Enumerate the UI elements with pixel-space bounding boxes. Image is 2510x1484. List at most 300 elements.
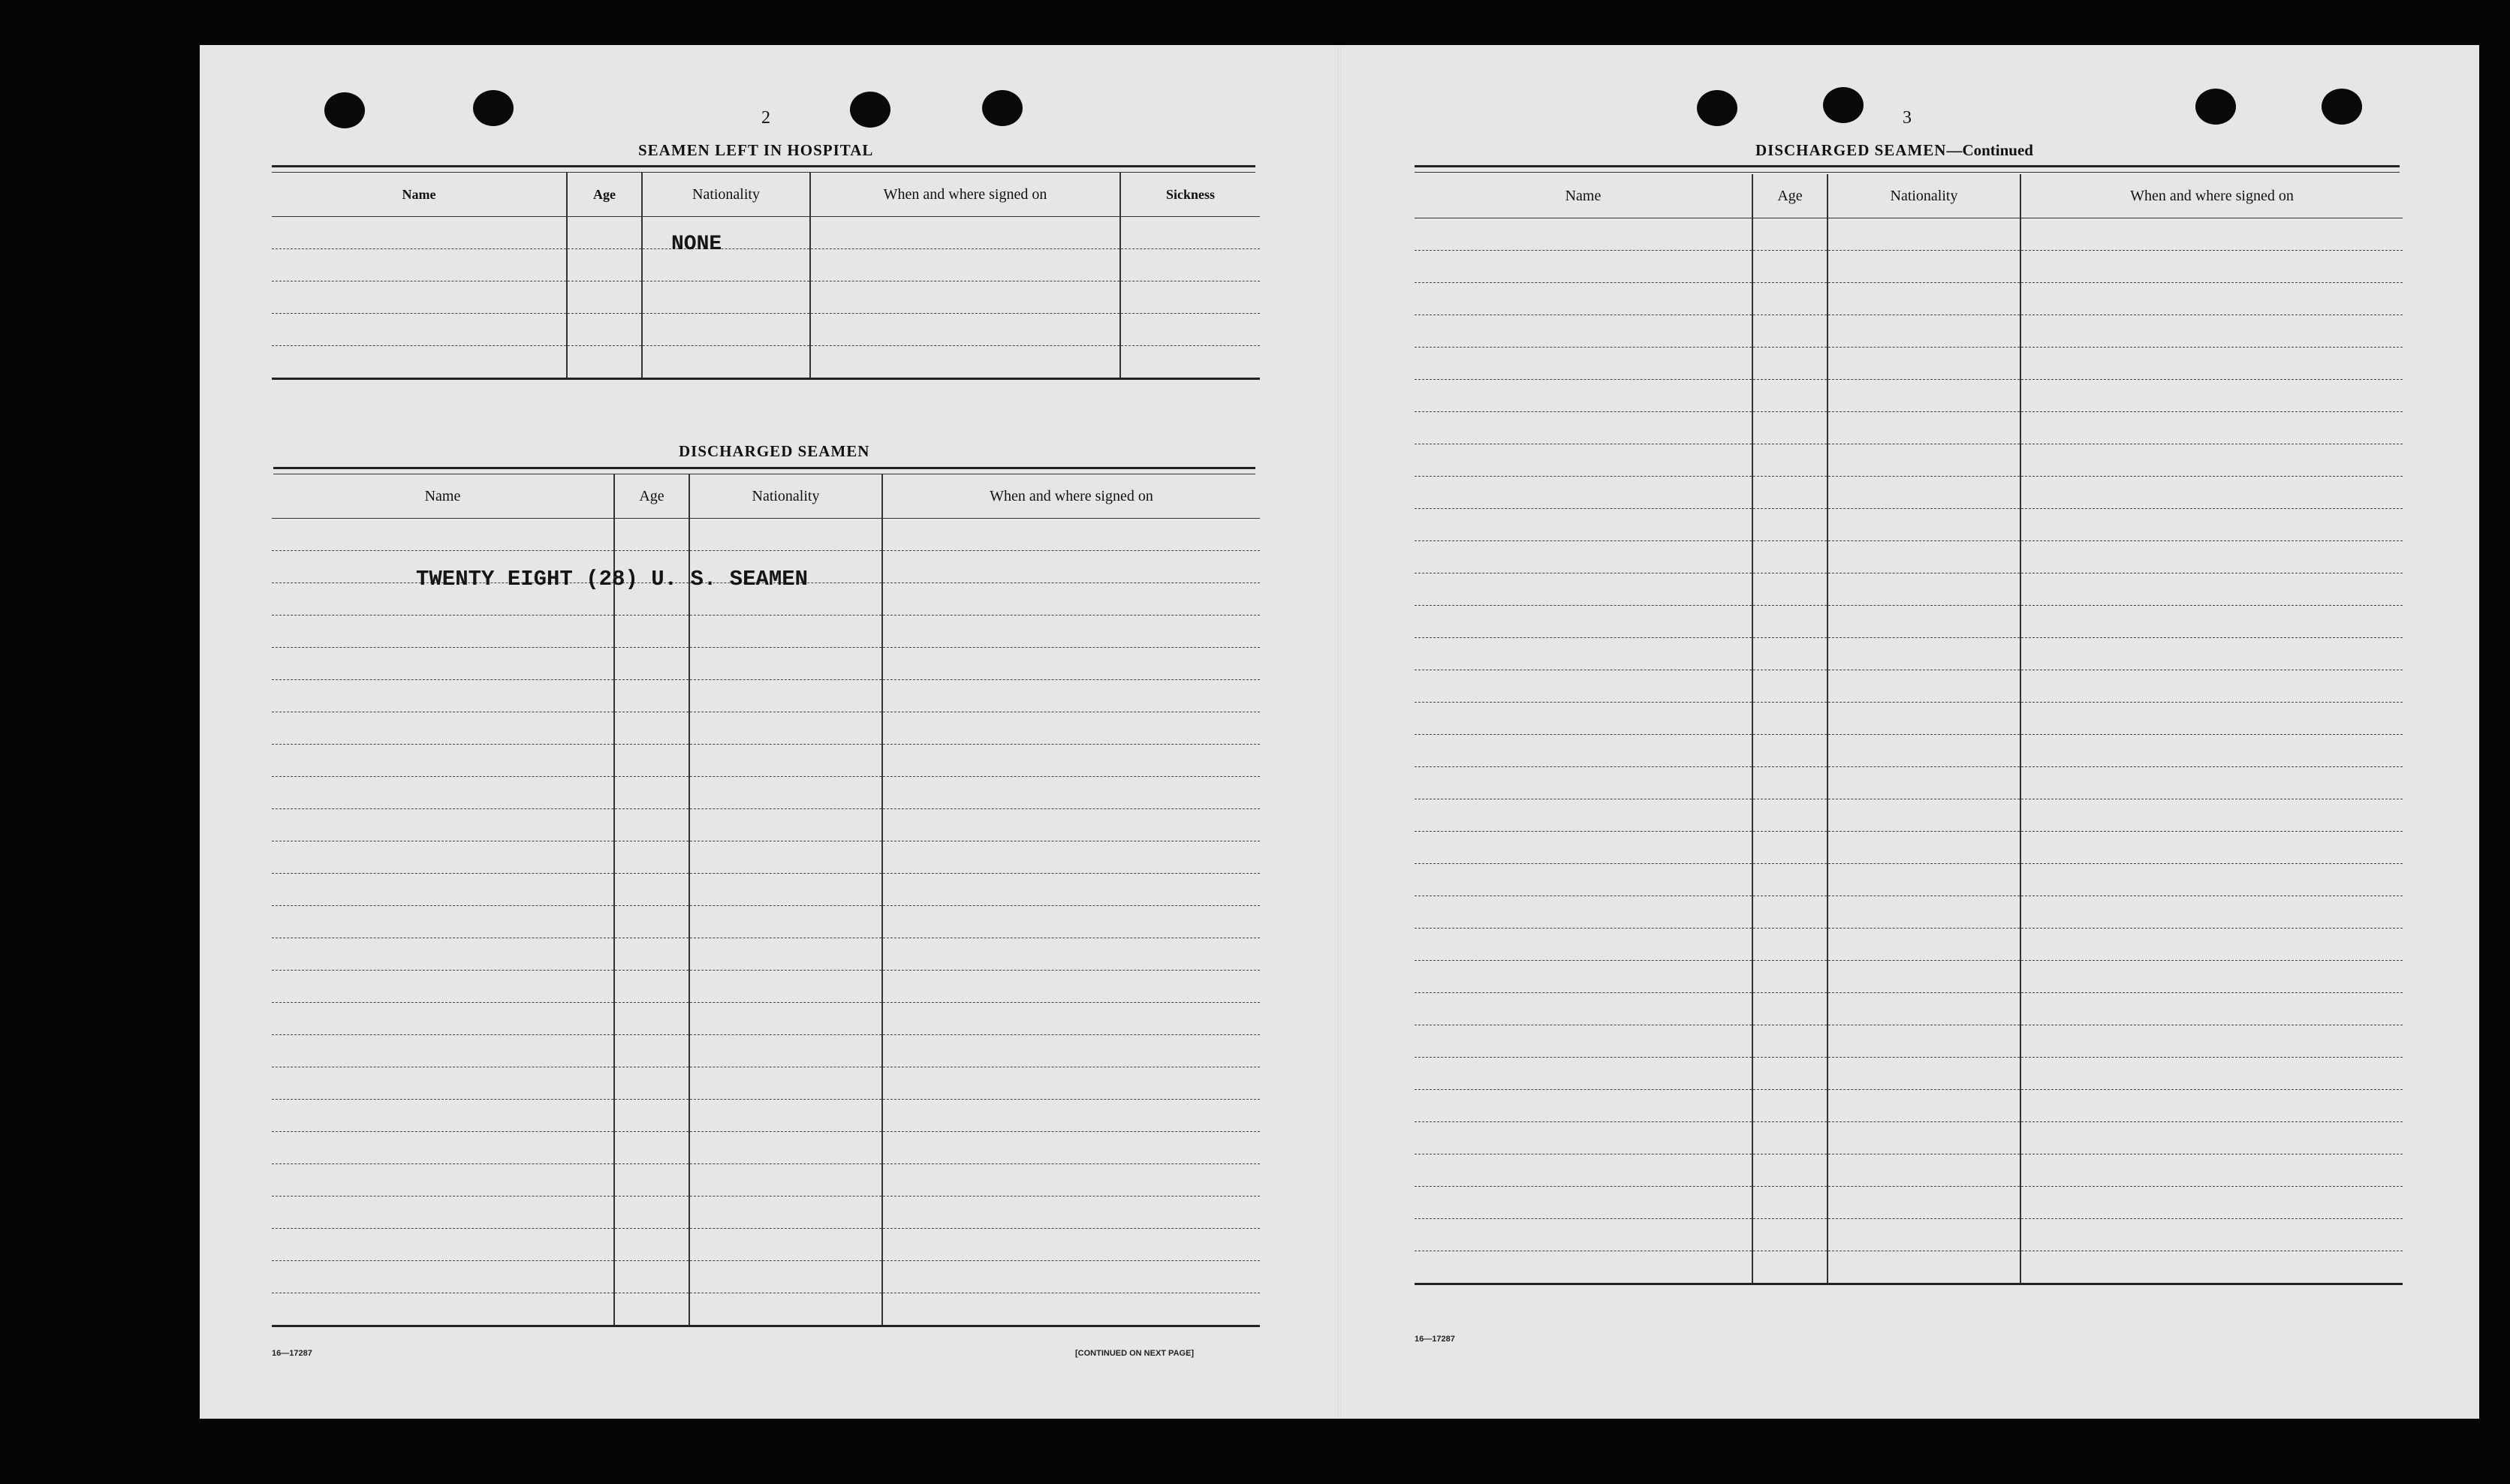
table-cell [1120, 346, 1260, 379]
table-cell [272, 938, 614, 971]
table-cell [1415, 283, 1752, 315]
table-cell [1415, 929, 1752, 961]
title-text: DISCHARGED SEAMEN [1755, 141, 1947, 159]
table-cell [272, 680, 614, 712]
table-row [1415, 961, 2403, 993]
table-cell [1415, 412, 1752, 444]
table-cell [882, 841, 1260, 874]
table-cell [882, 971, 1260, 1003]
table-row [1415, 1219, 2403, 1251]
table-cell [2020, 606, 2403, 638]
table-cell [614, 809, 689, 841]
table-cell [1415, 767, 1752, 799]
table-cell [1828, 1251, 2020, 1284]
table-row [272, 712, 1260, 745]
hospital-table [272, 173, 1260, 380]
section-rule [1415, 165, 2400, 173]
table-row [1415, 1187, 2403, 1219]
table-cell [272, 874, 614, 906]
table-cell [272, 1035, 614, 1067]
table-cell [882, 1261, 1260, 1293]
table-cell [272, 519, 614, 551]
table-cell [2020, 1058, 2403, 1090]
table-cell [2020, 993, 2403, 1025]
table-cell [1752, 1219, 1828, 1251]
table-cell [689, 745, 882, 777]
table-cell [272, 971, 614, 1003]
table-cell [614, 745, 689, 777]
discharged-continued-table [1415, 174, 2403, 1285]
table-row [272, 841, 1260, 874]
table-cell [1752, 832, 1828, 864]
table-cell [689, 1067, 882, 1100]
table-cell [1828, 315, 2020, 348]
table-cell [1752, 1187, 1828, 1219]
table-row [1415, 251, 2403, 283]
table-cell [1828, 638, 2020, 670]
table-cell [1415, 638, 1752, 670]
table-row [1415, 1058, 2403, 1090]
table-cell [1752, 993, 1828, 1025]
table-cell [272, 1293, 614, 1326]
table-cell [882, 616, 1260, 648]
table-cell [882, 1197, 1260, 1229]
table-cell [1752, 929, 1828, 961]
table-cell [2020, 412, 2403, 444]
table-cell [810, 249, 1120, 281]
table-cell [689, 1261, 882, 1293]
table-row [272, 938, 1260, 971]
table-cell [810, 217, 1120, 249]
table-cell [1828, 993, 2020, 1025]
table-cell [882, 1132, 1260, 1164]
table-row [1415, 573, 2403, 606]
table-cell [882, 519, 1260, 551]
table-cell [2020, 929, 2403, 961]
page-number: 2 [761, 108, 770, 128]
table-cell [810, 281, 1120, 314]
table-cell [1752, 315, 1828, 348]
table-cell [1415, 1122, 1752, 1154]
table-cell [882, 1067, 1260, 1100]
column-header-signed-on: When and where signed on [882, 474, 1260, 519]
table-cell [272, 1261, 614, 1293]
column-header-name: Name [1415, 174, 1752, 218]
hospital-section-title: SEAMEN LEFT IN HOSPITAL [638, 141, 874, 159]
hospital-entry-text: NONE [671, 233, 722, 256]
table-cell [2020, 1122, 2403, 1154]
table-cell [1752, 218, 1828, 251]
table-row [1415, 638, 2403, 670]
table-cell [689, 777, 882, 809]
table-cell [1752, 541, 1828, 573]
table-cell [614, 1100, 689, 1132]
table-cell [1752, 735, 1828, 767]
table-row [1415, 283, 2403, 315]
table-cell [1752, 444, 1828, 477]
table-cell [614, 1132, 689, 1164]
table-cell [642, 281, 810, 314]
table-row [272, 519, 1260, 551]
table-row [1415, 864, 2403, 896]
table-cell [1828, 1090, 2020, 1122]
table-cell [1828, 832, 2020, 864]
section-rule [272, 165, 1255, 173]
table-cell [882, 938, 1260, 971]
table-row [1415, 315, 2403, 348]
table-cell [1828, 541, 2020, 573]
table-cell [1752, 251, 1828, 283]
table-cell [689, 938, 882, 971]
table-cell [1828, 380, 2020, 412]
table-row [272, 1197, 1260, 1229]
table-cell [614, 1035, 689, 1067]
table-row [1415, 541, 2403, 573]
document-sheet [200, 45, 2479, 1419]
table-cell [882, 1293, 1260, 1326]
table-cell [1828, 218, 2020, 251]
table-cell [882, 648, 1260, 680]
right-page [1341, 45, 2479, 1419]
table-row [272, 1035, 1260, 1067]
table-cell [2020, 799, 2403, 832]
table-row [1415, 218, 2403, 251]
table-cell [272, 1067, 614, 1100]
table-cell [567, 314, 642, 346]
table-cell [1415, 509, 1752, 541]
table-cell [1828, 670, 2020, 703]
table-cell [1828, 1025, 2020, 1058]
table-cell [1752, 348, 1828, 380]
table-cell [882, 1229, 1260, 1261]
table-cell [2020, 767, 2403, 799]
table-cell [689, 712, 882, 745]
table-cell [2020, 1090, 2403, 1122]
table-row [1415, 799, 2403, 832]
column-header-nationality: Nationality [1828, 174, 2020, 218]
discharged-continued-title [1755, 141, 2033, 160]
table-cell [1415, 606, 1752, 638]
table-cell [1828, 864, 2020, 896]
table-cell [614, 1197, 689, 1229]
table-row [1415, 348, 2403, 380]
table-cell [1828, 703, 2020, 735]
table-cell [614, 777, 689, 809]
table-cell [272, 809, 614, 841]
table-cell [272, 346, 567, 379]
table-cell [1828, 412, 2020, 444]
table-cell [1120, 314, 1260, 346]
table-cell [1415, 670, 1752, 703]
table-cell [689, 1197, 882, 1229]
table-cell [1752, 638, 1828, 670]
table-cell [1828, 896, 2020, 929]
table-cell [614, 841, 689, 874]
table-cell [689, 874, 882, 906]
table-cell [614, 1229, 689, 1261]
table-cell [1752, 412, 1828, 444]
table-cell [1415, 1187, 1752, 1219]
table-row [272, 1003, 1260, 1035]
table-cell [1752, 767, 1828, 799]
table-cell [272, 1164, 614, 1197]
table-cell [614, 519, 689, 551]
table-cell [2020, 670, 2403, 703]
table-row [1415, 767, 2403, 799]
page-number: 3 [1903, 108, 1912, 128]
column-header-age: Age [614, 474, 689, 519]
table-row [1415, 896, 2403, 929]
table-cell [1415, 541, 1752, 573]
table-cell [614, 616, 689, 648]
table-row [1415, 832, 2403, 864]
table-cell [882, 1003, 1260, 1035]
table-row [272, 616, 1260, 648]
column-header-nationality: Nationality [642, 173, 810, 217]
column-header-nationality: Nationality [689, 474, 882, 519]
table-cell [1752, 1251, 1828, 1284]
table-cell [2020, 218, 2403, 251]
table-cell [2020, 638, 2403, 670]
table-cell [1752, 896, 1828, 929]
table-cell [882, 1035, 1260, 1067]
table-row [1415, 1025, 2403, 1058]
table-cell [272, 616, 614, 648]
table-cell [2020, 735, 2403, 767]
table-cell [1828, 1187, 2020, 1219]
discharged-entry-text: TWENTY EIGHT (28) U. S. SEAMEN [416, 567, 809, 591]
table-cell [614, 680, 689, 712]
table-row [1415, 993, 2403, 1025]
table-cell [1415, 1251, 1752, 1284]
table-cell [689, 1132, 882, 1164]
table-cell [272, 745, 614, 777]
table-cell [1415, 832, 1752, 864]
table-cell [689, 841, 882, 874]
table-cell [642, 314, 810, 346]
table-cell [2020, 1251, 2403, 1284]
column-header-sickness: Sickness [1120, 173, 1260, 217]
table-cell [2020, 961, 2403, 993]
table-cell [1828, 477, 2020, 509]
discharged-table [272, 474, 1260, 1327]
title-suffix: —Continued [1946, 141, 2033, 159]
table-cell [689, 1100, 882, 1132]
table-cell [1752, 670, 1828, 703]
table-cell [2020, 283, 2403, 315]
table-cell [689, 809, 882, 841]
table-row [1415, 703, 2403, 735]
table-cell [2020, 573, 2403, 606]
table-row [272, 1067, 1260, 1100]
column-header-signed-on: When and where signed on [2020, 174, 2403, 218]
table-cell [614, 938, 689, 971]
table-cell [1752, 1154, 1828, 1187]
table-cell [1415, 799, 1752, 832]
table-cell [689, 971, 882, 1003]
table-cell [1828, 735, 2020, 767]
table-cell [1415, 218, 1752, 251]
table-cell [614, 648, 689, 680]
table-cell [882, 809, 1260, 841]
table-row [1415, 670, 2403, 703]
table-cell [614, 971, 689, 1003]
table-cell [642, 217, 810, 249]
table-cell [2020, 251, 2403, 283]
table-cell [1415, 1025, 1752, 1058]
column-header-age: Age [1752, 174, 1828, 218]
table-cell [1752, 1025, 1828, 1058]
table-row [1415, 509, 2403, 541]
table-row [1415, 1122, 2403, 1154]
table-row [272, 1132, 1260, 1164]
table-cell [1415, 380, 1752, 412]
table-cell [272, 249, 567, 281]
table-cell [272, 217, 567, 249]
column-header-name: Name [272, 173, 567, 217]
table-cell [1415, 896, 1752, 929]
table-cell [1828, 929, 2020, 961]
table-row [272, 777, 1260, 809]
table-cell [272, 281, 567, 314]
table-cell [1752, 573, 1828, 606]
table-cell [689, 1035, 882, 1067]
table-cell [272, 1229, 614, 1261]
table-cell [1752, 961, 1828, 993]
table-cell [1415, 864, 1752, 896]
form-number: 16—17287 [272, 1349, 312, 1358]
table-cell [1752, 864, 1828, 896]
table-cell [1415, 251, 1752, 283]
table-cell [272, 648, 614, 680]
table-cell [2020, 315, 2403, 348]
table-cell [614, 906, 689, 938]
table-row [1415, 1090, 2403, 1122]
table-cell [2020, 477, 2403, 509]
table-row [1415, 1251, 2403, 1284]
table-cell [1120, 249, 1260, 281]
table-cell [882, 1100, 1260, 1132]
table-cell [882, 680, 1260, 712]
table-cell [689, 1229, 882, 1261]
table-cell [272, 314, 567, 346]
table-cell [810, 346, 1120, 379]
table-cell [1752, 283, 1828, 315]
table-cell [2020, 348, 2403, 380]
table-cell [1828, 1219, 2020, 1251]
table-cell [614, 1164, 689, 1197]
section-rule [273, 467, 1255, 474]
table-cell [1415, 703, 1752, 735]
table-cell [567, 281, 642, 314]
table-cell [642, 249, 810, 281]
table-cell [1415, 444, 1752, 477]
table-cell [1828, 348, 2020, 380]
table-cell [689, 648, 882, 680]
table-cell [272, 777, 614, 809]
table-cell [882, 1164, 1260, 1197]
table-row [1415, 444, 2403, 477]
table-cell [1828, 606, 2020, 638]
table-row [1415, 606, 2403, 638]
table-cell [810, 314, 1120, 346]
table-cell [272, 1100, 614, 1132]
form-number: 16—17287 [1415, 1335, 1455, 1344]
table-cell [1828, 573, 2020, 606]
table-row [1415, 929, 2403, 961]
table-cell [2020, 896, 2403, 929]
table-cell [1828, 767, 2020, 799]
table-cell [689, 1293, 882, 1326]
table-cell [882, 712, 1260, 745]
table-cell [1752, 703, 1828, 735]
table-cell [1752, 477, 1828, 509]
table-cell [689, 680, 882, 712]
table-cell [1828, 251, 2020, 283]
table-cell [567, 249, 642, 281]
table-cell [272, 906, 614, 938]
table-cell [1415, 735, 1752, 767]
table-row [272, 809, 1260, 841]
table-cell [1120, 217, 1260, 249]
table-cell [567, 217, 642, 249]
table-row [272, 1261, 1260, 1293]
table-row [272, 874, 1260, 906]
table-cell [689, 1164, 882, 1197]
table-cell [1415, 993, 1752, 1025]
table-cell [1828, 961, 2020, 993]
table-cell [882, 874, 1260, 906]
table-row [272, 1164, 1260, 1197]
table-cell [614, 1293, 689, 1326]
table-cell [2020, 1219, 2403, 1251]
table-cell [1828, 444, 2020, 477]
table-cell [1415, 1154, 1752, 1187]
table-row [272, 1229, 1260, 1261]
table-row [1415, 1154, 2403, 1187]
table-cell [1828, 1122, 2020, 1154]
table-cell [1828, 509, 2020, 541]
table-cell [882, 745, 1260, 777]
table-cell [1415, 315, 1752, 348]
table-cell [2020, 703, 2403, 735]
table-row [272, 745, 1260, 777]
table-cell [567, 346, 642, 379]
table-cell [689, 906, 882, 938]
table-cell [1415, 1219, 1752, 1251]
table-cell [1415, 477, 1752, 509]
table-cell [1828, 799, 2020, 832]
table-cell [272, 712, 614, 745]
table-cell [272, 1197, 614, 1229]
table-cell [2020, 444, 2403, 477]
table-row [272, 648, 1260, 680]
table-cell [882, 777, 1260, 809]
table-cell [1828, 1154, 2020, 1187]
table-cell [2020, 832, 2403, 864]
table-cell [882, 551, 1260, 583]
table-cell [2020, 1154, 2403, 1187]
table-cell [2020, 864, 2403, 896]
table-cell [2020, 1025, 2403, 1058]
table-cell [614, 1261, 689, 1293]
table-row [1415, 412, 2403, 444]
table-cell [1415, 348, 1752, 380]
table-cell [1752, 606, 1828, 638]
table-row [272, 1293, 1260, 1326]
table-cell [614, 1003, 689, 1035]
table-cell [2020, 380, 2403, 412]
